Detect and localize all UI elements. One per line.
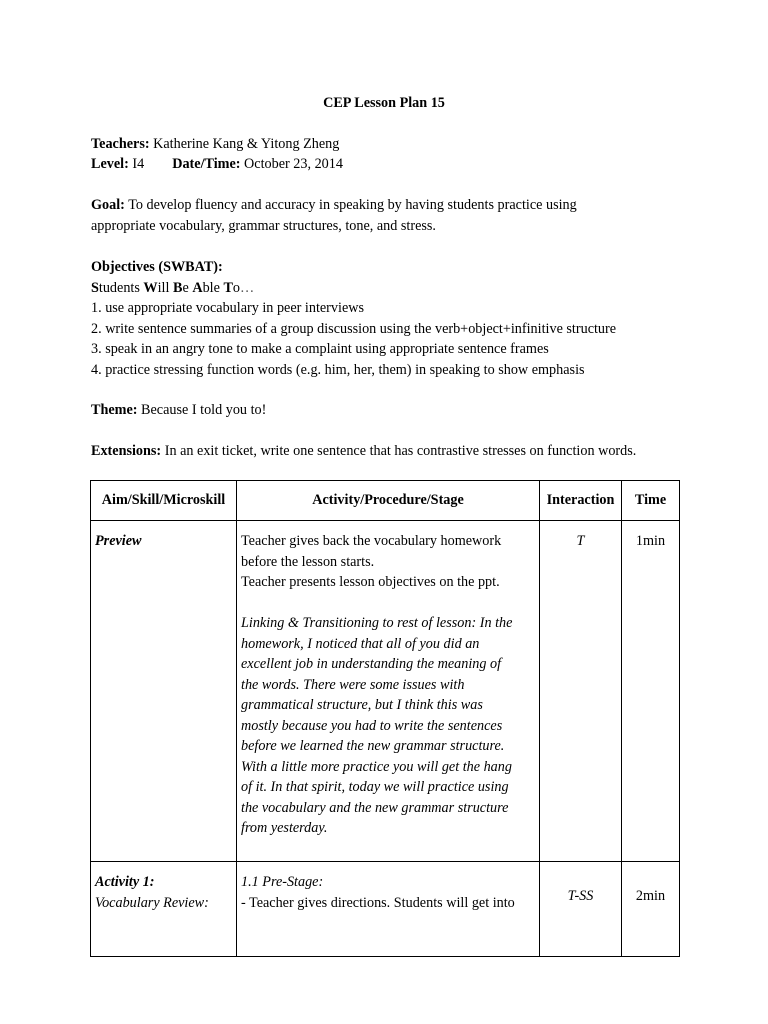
- goal-section: [91, 195, 691, 236]
- objective-item: 3. speak in an angry tone to make a complaint using appropriate sentence frames: [91, 341, 549, 357]
- datetime-value: October 23, 2014: [244, 156, 343, 172]
- time-cell: 1min: [622, 521, 680, 862]
- lesson-table: [90, 480, 680, 957]
- theme-line: [91, 400, 691, 421]
- time-cell: 2min: [622, 862, 680, 957]
- level-value: I4: [132, 156, 145, 172]
- extensions-line: [91, 441, 691, 462]
- table-header-row: [91, 481, 680, 521]
- header-activity: Activity/Procedure/Stage: [237, 481, 540, 521]
- interaction-cell: T-SS: [540, 862, 622, 957]
- extensions-value: In an exit ticket, write one sentence that has contrastive stresses on function words.: [164, 443, 637, 459]
- datetime-label: Date/Time:: [172, 156, 241, 172]
- interaction-cell: T: [540, 521, 622, 862]
- aim-cell: Preview: [91, 521, 237, 862]
- goal-text-line2: appropriate vocabulary, grammar structures, tone, and stress.: [91, 217, 436, 234]
- header-interaction: Interaction: [540, 481, 622, 521]
- teachers-label: Teachers:: [91, 136, 150, 152]
- goal-label: Goal:: [91, 197, 125, 213]
- objective-item: 2. write sentence summaries of a group discussion using the verb+object+infinitive structure: [91, 320, 617, 337]
- aim-cell: Activity 1: Vocabulary Review:: [91, 862, 237, 957]
- activity-cell: Teacher gives back the vocabulary homework before the lesson starts. Teacher presents lesson objectives on the ppt. Linking & Transitioning to rest of lesson: In the homework, I noticed that all of you did an excellent job in understanding the meaning of the words. There were some issues with grammatical structure, but I think this was mostly because you had to write the sentences before we learned the new grammar structure. With a little more practice you will get the hang of it. In that spirit, today we will practice using the vocabulary and the new grammar structure from yesterday.: [237, 521, 540, 862]
- activity-cell: 1.1 Pre-Stage: - Teacher gives directions. Students will get into: [237, 862, 540, 957]
- objective-item: 1. use appropriate vocabulary in peer interviews: [91, 300, 365, 316]
- level-label: Level:: [91, 156, 129, 172]
- objectives-label: Objectives (SWBAT):: [91, 259, 223, 275]
- level-date-line: [91, 154, 691, 175]
- objective-item: 4. practice stressing function words (e.g. him, her, them) in speaking to show emphasis: [91, 361, 585, 378]
- goal-text-line1: To develop fluency and accuracy in speaking by having students practice using: [128, 197, 577, 213]
- document-title: CEP Lesson Plan 15: [323, 95, 445, 111]
- theme-label: Theme:: [91, 402, 138, 418]
- swbat-expansion: Students Will Be Able To…: [91, 279, 255, 296]
- header-aim: Aim/Skill/Microskill: [91, 481, 237, 521]
- teachers-line: [91, 134, 691, 155]
- theme-value: Because I told you to!: [141, 402, 267, 418]
- table-row: [91, 521, 680, 862]
- extensions-label: Extensions:: [91, 443, 162, 459]
- objectives-section: [91, 257, 691, 380]
- table-row: [91, 862, 680, 957]
- header-time: Time: [622, 481, 680, 521]
- teachers-value: Katherine Kang & Yitong Zheng: [153, 136, 340, 152]
